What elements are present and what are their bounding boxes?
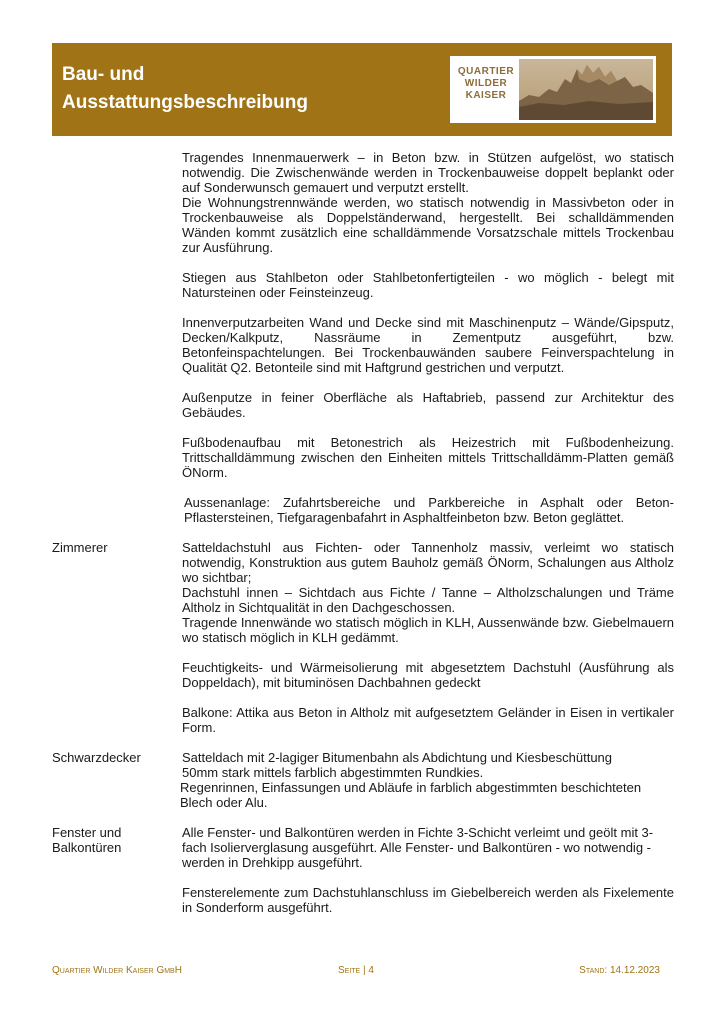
paragraph: Tragendes Innenmauerwerk – in Beton bzw. in Stützen aufgelöst, wo statisch notwendig. Die Zwischenwände werden in Trockenbauweise doppelt beplankt oder auf Sonderwunsch gemauert und verputzt erstellt. <box>182 150 674 195</box>
paragraph: Satteldachstuhl aus Fichten- oder Tannenholz massiv, verleimt wo statisch notwendig, Konstruktion aus gutem Bauholz gemäß ÖNorm, Schalungen aus Altholz wo sichtbar; <box>182 540 674 585</box>
footer-page-label: Seite <box>338 965 361 976</box>
section-body <box>182 825 674 915</box>
paragraph: Satteldach mit 2-lagiger Bitumenbahn als Abdichtung und Kiesbeschüttung <box>182 750 613 765</box>
header-bar <box>52 43 672 136</box>
footer-page <box>338 965 374 977</box>
footer-page-number: 4 <box>368 965 374 976</box>
company-logo <box>450 56 656 123</box>
paragraph: Außenputze in feiner Oberfläche als Haftabrieb, passend zur Architektur des Gebäudes. <box>182 390 674 420</box>
paragraph: Feuchtigkeits- und Wärmeisolierung mit abgesetztem Dachstuhl (Ausführung als Doppeldach), mit bituminösen Dachbahnen gedeckt <box>182 660 674 690</box>
section-body <box>182 540 674 735</box>
section-zimmerer <box>52 540 674 735</box>
footer-date <box>579 965 660 977</box>
logo-line-1: QUARTIER <box>457 66 515 77</box>
footer-date-label: Stand: <box>579 965 608 976</box>
paragraph: Dachstuhl innen – Sichtdach aus Fichte / Tanne – Altholzschalungen und Träme Altholz in Sichtqualität in den Dachgeschossen. <box>182 585 674 615</box>
paragraph: Balkone: Attika aus Beton in Altholz mit aufgesetztem Geländer in Eisen in vertikaler Form. <box>182 705 674 735</box>
section-label-text: Schwarzdecker <box>52 750 141 765</box>
paragraph: Aussenanlage: Zufahrtsbereiche und Parkbereiche in Asphalt oder Beton-Pflastersteinen, Tiefgaragenbafahrt in Asphaltfeinbeton bzw. Beton geglättet. <box>184 495 674 525</box>
section-label <box>52 750 182 810</box>
paragraph: Alle Fenster- und Balkontüren werden in Fichte 3-Schicht verleimt und geölt mit 3-fach Isolierverglasung ausgeführt. Alle Fenster- und Balkontüren - wo notwendig - werden in Drehkipp ausgeführt. <box>182 825 654 870</box>
paragraph: 50mm stark mittels farblich abgestimmten Rundkies. <box>182 765 484 780</box>
footer-separator: | <box>363 965 366 976</box>
section-label <box>52 150 182 525</box>
footer-date-value: 14.12.2023 <box>609 965 660 976</box>
paragraph: Stiegen aus Stahlbeton oder Stahlbetonfertigteilen - wo möglich - belegt mit Natursteinen oder Feinsteinzeug. <box>182 270 674 300</box>
section-masonry <box>52 150 674 525</box>
footer-company: Quartier Wilder Kaiser GmbH <box>52 965 182 976</box>
paragraph: Fußbodenaufbau mit Betonestrich als Heizestrich mit Fußbodenheizung. Trittschalldämmung zwischen den Einheiten mittels Trittschalldämm-Platten gemäß ÖNorm. <box>182 435 674 480</box>
logo-line-2: WILDER <box>464 78 508 89</box>
paragraph: Regenrinnen, Einfassungen und Abläufe in farblich abgestimmten beschichteten Blech oder Alu. <box>180 780 642 810</box>
document-body <box>52 150 674 915</box>
logo-wordmark <box>453 66 519 102</box>
section-body <box>182 150 674 525</box>
section-label <box>52 825 182 915</box>
section-body <box>182 750 674 810</box>
paragraph: Tragende Innenwände wo statisch möglich in KLH, Aussenwände bzw. Giebelmauern wo statisch möglich in KLH gedämmt. <box>182 615 674 645</box>
mountain-photo-icon <box>519 59 653 120</box>
paragraph: Die Wohnungstrennwände werden, wo statisch notwendig in Massivbeton oder in Trockenbauweise als Doppelständerwand, hergestellt. Bei schalldämmenden Wänden kommt zusätzlich eine schalldämmende Vorsatzschale mittels Trockenbau zur Ausführung. <box>182 195 674 255</box>
section-fenster <box>52 825 674 915</box>
section-label-text: Zimmerer <box>52 540 108 555</box>
section-label <box>52 540 182 735</box>
section-label-line-1: Fenster und <box>52 825 122 840</box>
section-schwarzdecker <box>52 750 674 810</box>
document-title <box>62 61 308 117</box>
section-label-line-2: Balkontüren <box>52 840 122 855</box>
paragraph: Innenverputzarbeiten Wand und Decke sind mit Maschinenputz – Wände/Gipsputz, Decken/Kalkputz, Nassräume in Zementputz ausgeführt, bzw. Betonfeinspachtelungen. Bei Trockenbauwänden saubere Feinverspachtelung in Qualität Q2. Betonteile sind mit Haftgrund gestrichen und verputzt. <box>182 315 674 375</box>
title-line-2: Ausstattungsbeschreibung <box>62 92 308 113</box>
title-line-1: Bau- und <box>62 64 145 85</box>
logo-line-3: KAISER <box>465 90 507 101</box>
paragraph: Fensterelemente zum Dachstuhlanschluss im Giebelbereich werden als Fixelemente in Sonderform ausgeführt. <box>182 885 674 915</box>
